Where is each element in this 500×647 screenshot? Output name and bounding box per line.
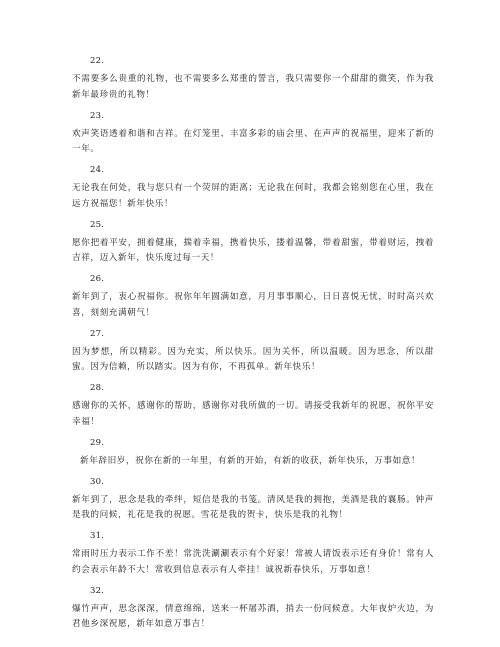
entry-text: 欢声笑语透着和谐和吉祥。在灯笼里、丰富多彩的庙会里、在声声的祝福里，迎来了新的一年。 [72, 128, 434, 154]
entry-text: 新年到了，思念是我的牵绊，短信是我的书笺。清风是我的拥抱，美酒是我的襄肠。钟声是我的问候，礼花是我的祝愿。雪花是我的贺卡，快乐是我的礼物！ [72, 494, 434, 520]
list-item [72, 219, 434, 267]
entry-number: 24. [90, 165, 105, 175]
list-item [72, 328, 434, 376]
entry-text: 新年辞旧岁，祝你在新的一年里，有新的开始，有新的收获，新年快乐，万事如意！ [80, 455, 421, 466]
entry-text: 因为梦想，所以精彩。因为充实，所以快乐。因为关怀，所以温暖。因为思念，所以甜蜜。因为信赖，所以踏实。因为有你，不再孤单。新年快乐！ [72, 346, 434, 372]
entry-text: 常雨时压力表示工作不差！常洗洗涮涮表示有个好家！常被人请饭表示还有身价！常有人约会表示年龄不大！常收到信息表示有人牵挂！诚祝新春快乐，万事如意！ [72, 549, 434, 575]
list-item [72, 164, 434, 212]
entry-number: 28. [90, 383, 105, 393]
entry-number: 31. [90, 531, 105, 541]
entry-number: 23. [90, 110, 105, 121]
entry-text: 无论我在何处，我与您只有一个荧屏的距离；无论我在何时，我都会铭刻您在心里，我在远方祝福您！新年快乐！ [72, 183, 434, 209]
entry-number: 26. [90, 274, 105, 284]
list-item [72, 437, 434, 470]
list-item [72, 382, 434, 430]
entry-text: 愿你把着平安，拥着健康，揣着幸福，携着快乐，搂着温馨，带着甜蜜，带着财运，拽着吉祥，迈入新年，快乐度过每一天！ [72, 237, 434, 263]
entry-number: 22. [90, 56, 105, 66]
list-item [72, 585, 434, 633]
greetings-list [72, 55, 434, 639]
entry-number: 25. [90, 219, 105, 230]
list-item [72, 110, 434, 158]
list-item [72, 476, 434, 524]
list-item [72, 530, 434, 578]
entry-number: 30. [90, 476, 105, 487]
list-item [72, 273, 434, 321]
entry-text: 感谢你的关怀，感谢你的帮助，感谢你对我所做的一切。请接受我新年的祝愿，祝你平安幸福！ [72, 401, 434, 427]
entry-text: 不需要多么贵重的礼物，也不需要多么郑重的誓言，我只需要你一个甜甜的微笑，作为我新年最珍贵的礼物！ [72, 74, 434, 100]
list-item [72, 55, 434, 103]
entry-number: 27. [90, 328, 105, 339]
entry-number: 29. [90, 437, 105, 448]
entry-text: 爆竹声声，思念深深，情意绵绵，送来一杯屠苏酒，捎去一份问候意。大年夜炉火边，为君他乡深祝愿，新年如意万事吉！ [72, 603, 434, 629]
entry-text: 新年到了，衷心祝福你。祝你年年圆满如意，月月事事顺心，日日喜悦无忧，时时高兴欢喜，刻刻充满朝气！ [72, 292, 434, 318]
entry-number: 32. [90, 585, 105, 596]
